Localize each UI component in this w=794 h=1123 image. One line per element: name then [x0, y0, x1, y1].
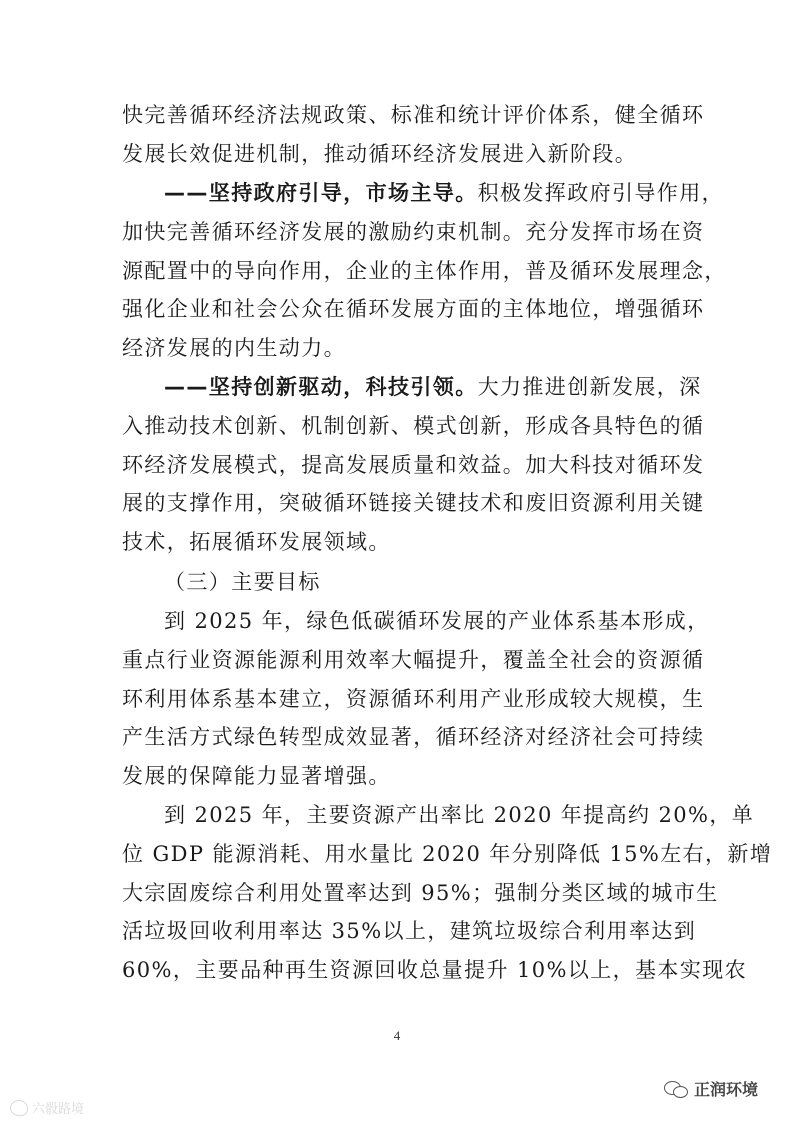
text-line: 60%，主要品种再生资源回收总量提升 10%以上，基本实现农: [122, 958, 748, 983]
text-line: [122, 174, 725, 213]
text-line: 技术，拓展循环发展领域。: [122, 530, 391, 555]
paragraph-5: [122, 796, 773, 990]
text-line: 环利用体系基本建立，资源循环利用产业形成较大规模，生: [122, 686, 705, 711]
bold-lead: ——坚持政府引导，市场主导。: [164, 181, 478, 205]
text-line: 重点行业资源能源利用效率大幅提升，覆盖全社会的资源循: [122, 647, 705, 672]
text-line: 源配置中的导向作用，企业的主体作用，普及循环发展理念，: [122, 258, 727, 283]
paragraph-4: [122, 602, 710, 796]
text-line: 发展长效促进机制，推动循环经济发展进入新阶段。: [122, 141, 638, 166]
lead-rest: 大力推进创新发展，深: [477, 375, 702, 399]
text-line: [122, 368, 702, 407]
text-line: 到 2025 年，主要资源产出率比 2020 年提高约 20%，单: [164, 803, 755, 827]
text-line: 入推动技术创新、机制创新、模式创新，形成各具特色的循: [122, 413, 705, 438]
text-line: 展的支撑作用，突破循环链接关键技术和废旧资源利用关键: [122, 491, 705, 516]
text-line: 到 2025 年，绿色低碳循环发展的产业体系基本形成，: [164, 609, 710, 633]
watermark-right: [664, 1077, 758, 1100]
paragraph-2: [122, 174, 727, 368]
text-line: 产生活方式绿色转型成效显著，循环经济对经济社会可持续: [122, 725, 705, 750]
bold-lead: ——坚持创新驱动，科技引领。: [164, 375, 478, 399]
text-line: 强化企业和社会公众在循环发展方面的主体地位，增强循环: [122, 297, 705, 322]
text-line: 发展的保障能力显著增强。: [122, 764, 391, 789]
text-line: 活垃圾回收利用率达 35%以上，建筑垃圾综合利用率达到: [122, 919, 697, 944]
text-line: 大宗固废综合利用处置率达到 95%；强制分类区域的城市生: [122, 880, 719, 905]
text-line: 加快完善循环经济发展的激励约束机制。充分发挥市场在资: [122, 219, 705, 244]
page-number: 4: [393, 1028, 401, 1043]
text-line: 经济发展的内生动力。: [122, 336, 346, 361]
text-line: 快完善循环经济法规政策、标准和统计评价体系，健全循环: [122, 103, 705, 127]
wechat-icon: [664, 1079, 688, 1099]
text-line: 环经济发展模式，提高发展质量和效益。加大科技对循环发: [122, 452, 705, 477]
watermark-left-text: 六骰路境: [32, 1102, 85, 1117]
watermark-left: [10, 1098, 84, 1117]
heading-text: （三）主要目标: [164, 570, 321, 594]
paragraph-1: [122, 96, 705, 174]
weibo-icon: [10, 1100, 28, 1116]
text-line: 位 GDP 能源消耗、用水量比 2020 年分别降低 15%左右，新增: [122, 841, 773, 866]
lead-rest: 积极发挥政府引导作用，: [477, 181, 725, 205]
paragraph-3: [122, 368, 705, 562]
section-heading: [122, 563, 685, 602]
watermark-right-text: 正润环境: [694, 1080, 759, 1099]
